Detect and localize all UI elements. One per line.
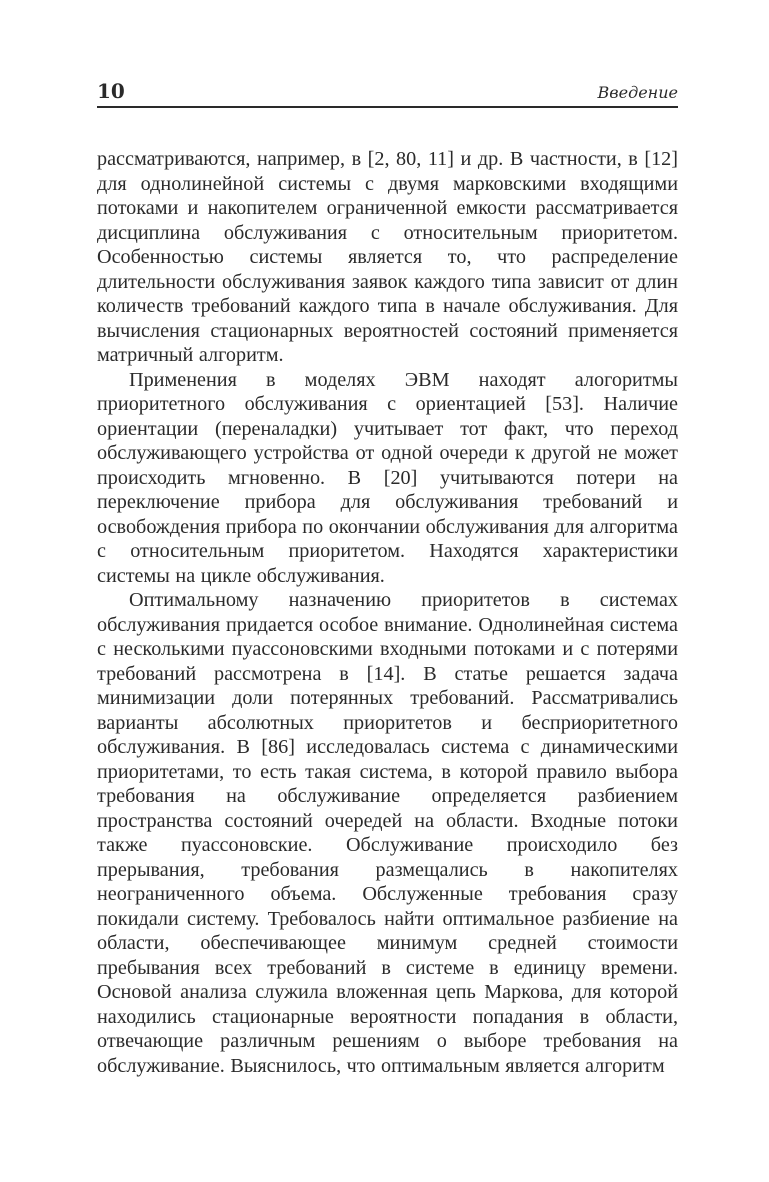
paragraph-2: Применения в моделях ЭВМ находят алогоритмы приоритетного обслуживания с ориентацией [53]. Наличие ориентации (переналадки) учитывает тот факт, что переход обслуживающего устройства от одной очереди к другой не может происходить мгновенно. В [20] учитываются потери на переключение прибора для обслуживания требований и освобождения прибора по окончании обслуживания для алгоритма с относительным приоритетом. Находятся характеристики системы на цикле обслуживания.	[97, 368, 678, 587]
chapter-title: Введение	[597, 83, 678, 102]
body-text	[97, 147, 678, 1078]
page-number: 10	[97, 79, 125, 103]
running-header	[97, 76, 678, 108]
paragraph-3: Оптимальному назначению приоритетов в системах обслуживания придается особое внимание. Однолинейная система с несколькими пуассоновскими входными потоками и с потерями требований рассмотрена в [14]. В статье решается задача минимизации доли потерянных требований. Рассматривались варианты абсолютных приоритетов и бесприоритетного обслуживания. В [86] исследовалась система с динамическими приоритетами, то есть такая система, в которой правило выбора требования на обслуживание определяется разбиением пространства состояний очередей на области. Входные потоки также пуассоновские. Обслуживание происходило без прерывания, требования размещались в накопителях неограниченного объема. Обслуженные требования сразу покидали систему. Требовалось найти оптимальное разбиение на области, обеспечивающее минимум средней стоимости пребывания всех требований в системе в единицу времени. Основой анализа служила вложенная цепь Маркова, для которой находились стационарные вероятности попадания в области, отвечающие различным решениям о выборе требования на обслуживание. Выяснилось, что оптимальным является алгоритм	[97, 589, 678, 1077]
paragraph-1: рассматриваются, например, в [2, 80, 11] и др. В частности, в [12] для однолинейной системы с двумя марковскими входящими потоками и накопителем ограниченной емкости рассматривается дисциплина обслуживания с относительным приоритетом. Особенностью системы является то, что распределение длительности обслуживания заявок каждого типа зависит от длин количеств требований каждого типа в начале обслуживания. Для вычисления стационарных вероятностей состояний применяется матричный алгоритм.	[97, 148, 678, 366]
